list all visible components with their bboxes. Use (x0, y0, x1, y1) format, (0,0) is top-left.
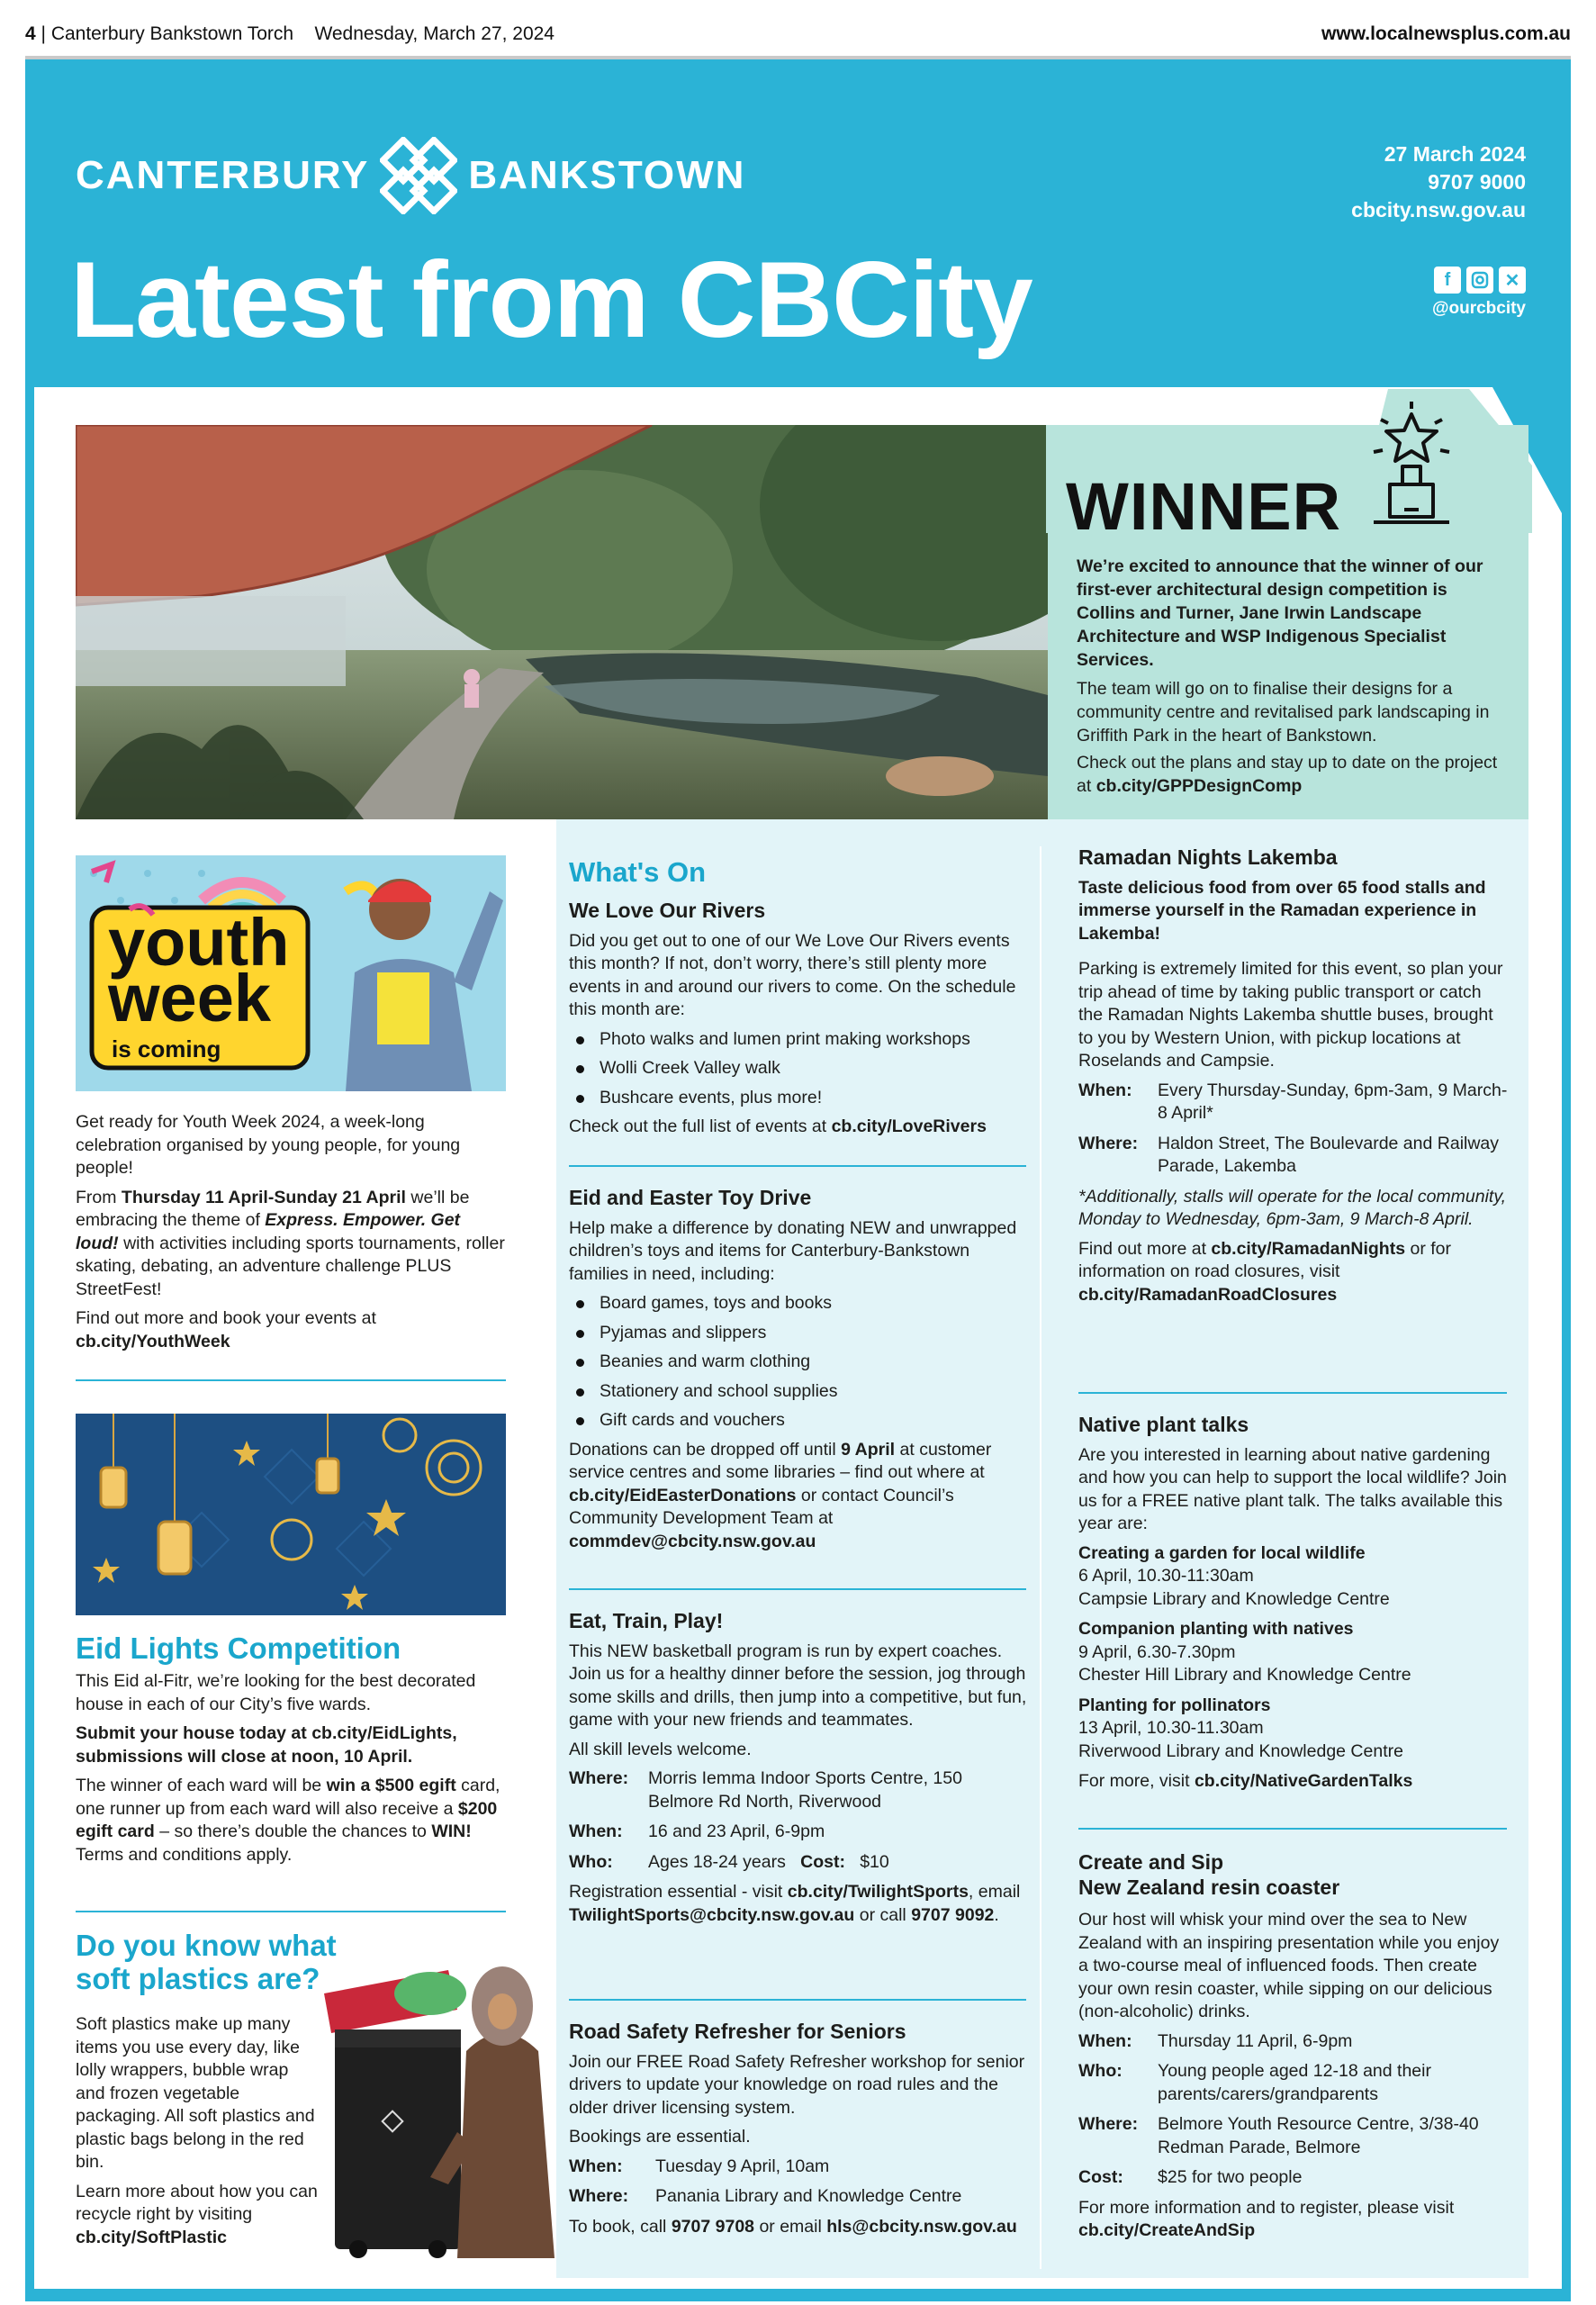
youth-week-link[interactable]: cb.city/YouthWeek (76, 1331, 230, 1351)
contact-website[interactable]: cbcity.nsw.gov.au (1351, 198, 1526, 221)
trophy-icon (1368, 402, 1455, 531)
sip-p2: For more information and to register, please visit cb.city/CreateAndSip (1078, 2197, 1455, 2240)
road-p2: Bookings are essential. (569, 2127, 751, 2147)
ramadan-where: Where: Haldon Street, The Boulevarde and Railway Parade, Lakemba (1078, 1133, 1500, 1176)
ramadan-p2: Find out more at cb.city/RamadanNights or for information on road closures, visit cb.city/RamadanRoadClosures (1078, 1238, 1451, 1305)
list-item: Photo walks and lumen print making workshops (569, 1028, 1028, 1052)
whats-on-section (569, 855, 1028, 1145)
toy-drive-title: Eid and Easter Toy Drive (569, 1186, 812, 1209)
road-safety-phone[interactable]: 9707 9708 (671, 2216, 755, 2237)
masthead-line: 4 | Canterbury Bankstown Torch Wednesday, March 27, 2024 (25, 23, 555, 44)
rivers-p1: Did you get out to one of our We Love Our Rivers events this month? If not, don’t worry, there’s still plenty more events in and around our rivers to come. On the schedule this month are: (569, 930, 1016, 1019)
winner-paragraph-1: The team will go on to finalise their designs for a community centre and revitalised park landscaping in Griffith Park in the heart of Bankstown. (1077, 679, 1490, 746)
eid-p1: This Eid al-Fitr, we’re looking for the best decorated house in each of our City’s five wards. (76, 1671, 476, 1714)
eid-lights-title: Eid Lights Competition (76, 1632, 401, 1665)
soft-plastics-title: Do you know what soft plastics are? (76, 1929, 337, 1995)
youth-week-image (76, 855, 506, 1091)
toy-p1: Help make a difference by donating NEW and unwrapped children’s toys and items for Canterbury-Bankstown families in need, including: (569, 1217, 1017, 1284)
rivers-p2: Check out the full list of events at cb.city/LoveRivers (569, 1116, 987, 1136)
create-and-sip-title: Create and Sip New Zealand resin coaster (1078, 1850, 1340, 1899)
issue-date: Wednesday, March 27, 2024 (314, 23, 555, 44)
park-render-illustration (76, 425, 1048, 819)
native-p1: Are you interested in learning about native gardening and how you can help to support the local wildlife? Join us for a FREE native plant talk. The talks available this year are: (1078, 1444, 1507, 1533)
eat-p2: All skill levels welcome. (569, 1739, 752, 1759)
paper-name: Canterbury Bankstown Torch (50, 23, 294, 44)
eat-where: Where: Morris Iemma Indoor Sports Centre, 150 Belmore Rd North, Riverwood (569, 1768, 962, 1812)
eid-easter-donations-link[interactable]: cb.city/EidEasterDonations (569, 1485, 797, 1505)
sip-p1: Our host will whisk your mind over the sea to New Zealand with an inspiring presentation while you enjoy a two-course meal of influenced foods. Then create your own resin coaster, while sipping on our delicious (non-alcoholic) drinks. (1078, 1910, 1500, 2021)
love-rivers-link[interactable]: cb.city/LoveRivers (831, 1116, 987, 1136)
native-plant-title: Native plant talks (1078, 1413, 1249, 1436)
youth-p3: Find out more and book your events at cb.city/YouthWeek (76, 1308, 376, 1351)
talk-item: Planting for pollinators 13 April, 10.30-11.30am Riverwood Library and Knowledge Centre (1078, 1695, 1403, 1761)
eid-lanterns-illustration (76, 1414, 506, 1615)
list-item: Gift cards and vouchers (569, 1409, 1028, 1433)
logo-right-text: BANKSTOWN (468, 153, 746, 197)
sip-cost: Cost: $25 for two people (1078, 2167, 1303, 2187)
soft-plastic-link[interactable]: cb.city/SoftPlastic (76, 2227, 227, 2247)
ramadan-intro: Taste delicious food from over 65 food stalls and immerse yourself in the Ramadan experience in Lakemba! (1078, 877, 1486, 944)
winner-paragraph-2: Check out the plans and stay up to date on the project at cb.city/GPPDesignComp (1077, 753, 1498, 796)
red-bin-illustration (322, 1952, 592, 2258)
divider (569, 1588, 1026, 1590)
toy-p2: Donations can be dropped off until 9 April at customer service centres and some libraries – find out where at cb.city/EidEasterDonations or contact Council’s Community Development Team at commdev@cbcity.nsw.gov.au (569, 1439, 992, 1551)
eat-when: When: 16 and 23 April, 6-9pm (569, 1821, 825, 1841)
divider (569, 1165, 1026, 1167)
ramadan-road-closures-link[interactable]: cb.city/RamadanRoadClosures (1078, 1284, 1338, 1305)
eat-p1: This NEW basketball program is run by expert coaches. Join us for a healthy dinner before the session, jog through some skills and drills, then jump into a competitive, but fun, game with your new friends and teammates. (569, 1641, 1027, 1730)
twilight-sports-link[interactable]: cb.city/TwilightSports (787, 1882, 969, 1902)
create-and-sip-section (1078, 1849, 1510, 2249)
contact-block (1351, 140, 1526, 224)
park-render-image (76, 425, 1048, 819)
ramadan-nights-section (1078, 846, 1510, 1313)
road-p1: Join our FREE Road Safety Refresher workshop for senior drivers to update your knowledge on road rules and the older driver licensing system. (569, 2051, 1025, 2118)
native-plant-section (1078, 1414, 1510, 1800)
list-item: Stationery and school supplies (569, 1380, 1028, 1404)
road-where: Where: Panania Library and Knowledge Centre (569, 2186, 962, 2206)
youth-p2: From Thursday 11 April-Sunday 21 April we’ll be embracing the theme of Express. Empower. Get loud! with activities including sports tournaments, roller skating, debating, an adventure challenge PLUS StreetFest! (76, 1187, 505, 1299)
logo-symbol-icon (380, 137, 457, 214)
eid-lanterns-image (76, 1414, 506, 1615)
council-logo (76, 137, 745, 214)
twilight-sports-email[interactable]: TwilightSports@cbcity.nsw.gov.au (569, 1904, 855, 1925)
sip-who: Who: Young people aged 12-18 and their parents/carers/grandparents (1078, 2061, 1431, 2104)
eid-p2: Submit your house today at cb.city/EidLights, submissions will close at noon, 10 April. (76, 1723, 457, 1767)
road-safety-section (569, 2020, 1037, 2245)
commdev-email-link[interactable]: commdev@cbcity.nsw.gov.au (569, 1531, 816, 1551)
divider (76, 1911, 506, 1912)
soft-plastics-article (76, 2013, 319, 2255)
ramadan-title: Ramadan Nights Lakemba (1078, 845, 1338, 869)
youth-week-article (76, 1111, 508, 1360)
plastics-p2: Learn more about how you can recycle right by visiting cb.city/SoftPlastic (76, 2181, 318, 2247)
contact-date: 27 March 2024 (1384, 142, 1526, 166)
winner-link[interactable]: cb.city/GPPDesignComp (1096, 776, 1303, 796)
sip-when: When: Thursday 11 April, 6-9pm (1078, 2030, 1353, 2051)
toy-drive-section (569, 1187, 1028, 1559)
list-item: Bushcare events, plus more! (569, 1087, 1028, 1110)
list-item: Board games, toys and books (569, 1292, 1028, 1315)
twilight-sports-phone[interactable]: 9707 9092 (911, 1904, 995, 1925)
eat-train-play-title: Eat, Train, Play! (569, 1609, 724, 1632)
eid-lights-article (76, 1632, 517, 1873)
winner-title: WINNER (1066, 469, 1342, 544)
youth-week-tagline: is coming (112, 1035, 221, 1062)
create-and-sip-link[interactable]: cb.city/CreateAndSip (1078, 2220, 1256, 2240)
list-item: Beanies and warm clothing (569, 1351, 1028, 1374)
winner-announcement: We’re excited to announce that the winner of our first-ever architectural design competition is Collins and Turner, Jane Irwin Landscape Architecture and WSP Indigenous Specialist Services. (1077, 556, 1483, 670)
column-divider (1040, 846, 1041, 2269)
youth-p1: Get ready for Youth Week 2024, a week-long celebration organised by young people, for young people! (76, 1112, 461, 1178)
youth-week-graphic-text: youth week (108, 905, 290, 1035)
divider (76, 1379, 506, 1381)
road-safety-title: Road Safety Refresher for Seniors (569, 2020, 906, 2043)
ramadan-note: *Additionally, stalls will operate for the local community, Monday to Wednesday, 6pm-3am, 9 March-8 April. (1078, 1186, 1507, 1229)
talk-item: Companion planting with natives 9 April, 6.30-7.30pm Chester Hill Library and Knowledge Centre (1078, 1619, 1411, 1685)
social-block (1432, 267, 1526, 319)
road-booking: To book, call 9707 9708 or email hls@cbcity.nsw.gov.au (569, 2216, 1017, 2237)
ramadan-nights-link[interactable]: cb.city/RamadanNights (1211, 1238, 1406, 1259)
instagram-icon[interactable] (1466, 267, 1493, 294)
road-safety-email[interactable]: hls@cbcity.nsw.gov.au (826, 2216, 1017, 2237)
road-when: When: Tuesday 9 April, 10am (569, 2156, 830, 2176)
ramadan-p1: Parking is extremely limited for this event, so plan your trip ahead of time by taking public transport or catch the Ramadan Nights Lakemba shuttle buses, brought to you by Western Union, with pickup locations at Roselands and Campsie. (1078, 959, 1503, 1071)
contact-phone[interactable]: 9707 9000 (1428, 170, 1526, 194)
ramadan-when: When: Every Thursday-Sunday, 6pm-3am, 9 March-8 April* (1078, 1080, 1508, 1123)
list-item: Pyjamas and slippers (569, 1322, 1028, 1345)
facebook-icon[interactable]: f (1434, 267, 1461, 294)
divider (1078, 1828, 1507, 1830)
red-bin-photo (322, 1952, 592, 2258)
native-garden-talks-link[interactable]: cb.city/NativeGardenTalks (1194, 1771, 1413, 1791)
toy-list (569, 1292, 1028, 1433)
sip-where: Where: Belmore Youth Resource Centre, 3/38-40 Redman Parade, Belmore (1078, 2114, 1479, 2157)
social-handle[interactable]: @ourcbcity (1431, 299, 1526, 318)
rivers-title: We Love Our Rivers (569, 899, 766, 922)
x-icon[interactable]: ✕ (1499, 267, 1526, 294)
whats-on-title: What's On (569, 856, 707, 888)
eat-train-play-section (569, 1610, 1028, 1933)
page-number: 4 (25, 23, 36, 44)
plastics-p1: Soft plastics make up many items you use every day, like lolly wrappers, bubble wrap and frozen vegetable packaging. All soft plastics and plastic bags belong in the red bin. (76, 2014, 315, 2172)
logo-left-text: CANTERBURY (76, 153, 370, 197)
divider (569, 1999, 1026, 2001)
rivers-list (569, 1028, 1028, 1110)
page-title: Latest from CBCity (70, 240, 1032, 360)
eat-who-cost: Who: Ages 18-24 years Cost: $10 (569, 1851, 889, 1872)
list-item: Wolli Creek Valley walk (569, 1057, 1028, 1080)
eid-p3: The winner of each ward will be win a $500 egift card, one runner up from each ward will also receive a $200 egift card – so there’s double the chances to WIN! Terms and conditions apply. (76, 1776, 500, 1865)
divider (1078, 1392, 1507, 1394)
talk-item: Creating a garden for local wildlife 6 April, 10.30-11:30am Campsie Library and Knowledge Centre (1078, 1542, 1390, 1609)
eat-registration: Registration essential - visit cb.city/TwilightSports, email TwilightSports@cbcity.nsw.gov.au or call 9707 9092. (569, 1882, 1021, 1925)
native-more: For more, visit cb.city/NativeGardenTalks (1078, 1771, 1413, 1791)
paper-url[interactable]: www.localnewsplus.com.au (1321, 23, 1571, 44)
